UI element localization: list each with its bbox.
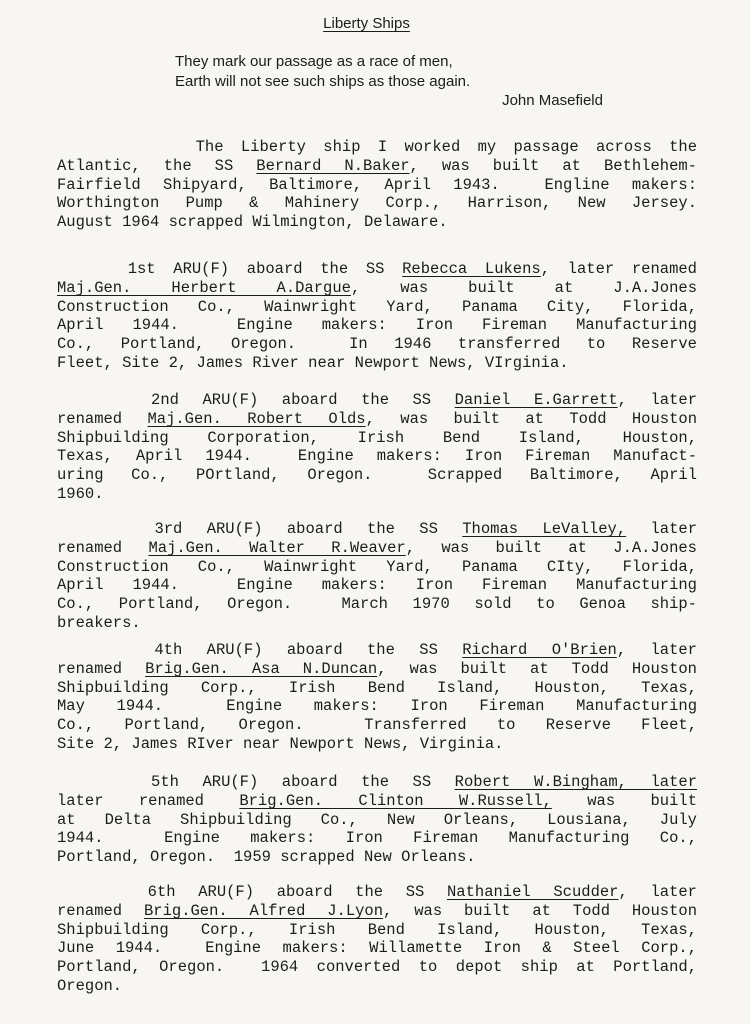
text-segment: renamed [57, 409, 148, 428]
paragraph [57, 520, 697, 633]
paragraph [57, 641, 697, 754]
epigraph-line: Earth will not see such ships as those again. [175, 72, 471, 90]
text-segment: , was built at J.A.Jones [405, 538, 697, 557]
text-segment: Co., Portland, Oregon. March 1970 sold to Genoa ship- [57, 595, 697, 614]
text-line [57, 848, 697, 867]
text-line [57, 811, 697, 830]
text-line [57, 679, 697, 698]
text-segment: The Liberty ship I worked my passage across the [195, 138, 697, 156]
text-line [57, 391, 697, 410]
text-line [57, 595, 697, 614]
ship-name: Brig.Gen. Clinton W.Russell, [239, 791, 552, 810]
text-line [57, 902, 697, 921]
text-line [57, 138, 697, 157]
text-segment: June 1944. Engine makers: Willamette Iron & Steel Corp., [57, 939, 697, 958]
text-segment: , was built at Todd Houston [377, 659, 697, 678]
text-segment: later [626, 520, 698, 538]
ship-name: Rebecca Lukens [402, 260, 541, 278]
text-segment: , later renamed [540, 260, 697, 278]
text-segment: Co., Portland, Oregon. Transferred to Reserve Fleet, [57, 716, 697, 735]
text-line [57, 576, 697, 595]
text-segment: April 1944. Engine makers: Iron Fireman Manufacturing [57, 316, 697, 335]
text-segment: , was built at J.A.Jones [350, 278, 697, 297]
text-line [57, 316, 697, 335]
epigraph-line: They mark our passage as a race of men, [175, 53, 453, 70]
text-line [57, 829, 697, 848]
text-segment: renamed [57, 901, 144, 920]
paragraph [57, 138, 697, 232]
text-line [57, 977, 697, 996]
text-segment: renamed [57, 538, 149, 557]
text-segment: 1960. [57, 484, 104, 503]
text-segment: April 1944. Engine makers: Iron Fireman Manufacturing [57, 576, 697, 595]
ship-name: Brig.Gen. Alfred J.Lyon [143, 901, 384, 920]
text-segment: , later [618, 883, 697, 901]
ship-name: Nathaniel Scudder [447, 883, 619, 901]
text-segment: Fleet, Site 2, James River near Newport News, VIrginia. [57, 353, 569, 372]
text-segment: 6th ARU(F) aboard the SS [147, 883, 447, 901]
text-line [57, 773, 697, 792]
ship-name: Robert W.Bingham, later [454, 773, 697, 791]
ship-name: Maj.Gen. Herbert A.Dargue [57, 278, 351, 297]
text-segment: 1944. Engine makers: Iron Fireman Manufacturing Co., [57, 829, 697, 848]
text-line [57, 213, 697, 232]
text-segment: renamed [57, 659, 146, 678]
text-line [57, 260, 697, 279]
text-segment: , was built at Todd Houston [383, 901, 697, 920]
text-segment: Construction Co., Wainwright Yard, Panama CIty, Florida, [57, 557, 697, 576]
text-segment: August 1964 scrapped Wilmington, Delaware. [57, 213, 448, 232]
text-line [57, 410, 697, 429]
text-segment: breakers. [57, 613, 141, 632]
text-line [57, 354, 697, 373]
text-line [57, 921, 697, 940]
indent [57, 641, 154, 659]
text-line [57, 335, 697, 354]
paragraph [57, 391, 697, 504]
text-line [57, 298, 697, 317]
ship-name: Maj.Gen. Robert Olds [147, 409, 366, 428]
text-line [57, 939, 697, 958]
text-segment: Shipbuilding Corp., Irish Bend Island, Houston, Texas, [57, 920, 697, 939]
indent [57, 260, 128, 278]
text-segment: , later [617, 391, 697, 409]
epigraph [175, 52, 615, 111]
text-line [57, 558, 697, 577]
ship-name: Richard O'Brien [462, 641, 617, 659]
text-segment: Co., Portland, Oregon. In 1946 transferred to Reserve [57, 335, 697, 354]
epigraph-author: John Masefield [502, 92, 603, 109]
ship-name: Thomas LeValley, [462, 520, 627, 538]
text-segment: 2nd ARU(F) aboard the SS [151, 391, 455, 409]
text-segment: Construction Co., Wainwright Yard, Panama City, Florida, [57, 297, 697, 316]
text-segment: , was built at Todd Houston [365, 409, 697, 428]
text-segment: May 1944. Engine makers: Iron Fireman Manufacturing [57, 697, 697, 716]
text-line [57, 641, 697, 660]
text-line [57, 792, 697, 811]
text-segment: Oregon. [57, 976, 123, 995]
text-segment: Portland, Oregon. 1964 converted to depot ship at Portland, [57, 958, 697, 977]
text-line [57, 716, 697, 735]
text-segment: 5th ARU(F) aboard the SS [151, 773, 455, 791]
ship-name: Daniel E.Garrett [454, 391, 618, 409]
text-line [57, 958, 697, 977]
text-segment: 3rd ARU(F) aboard the SS [154, 520, 463, 538]
text-segment: later renamed [57, 791, 240, 810]
text-segment: Site 2, James RIver near Newport News, Virginia. [57, 734, 504, 753]
paragraph [57, 773, 697, 867]
text-line [57, 697, 697, 716]
text-line [57, 429, 697, 448]
indent [57, 391, 151, 409]
text-segment: 4th ARU(F) aboard the SS [154, 641, 463, 659]
text-line [57, 520, 697, 539]
indent [57, 883, 148, 901]
text-line [57, 279, 697, 298]
text-segment: Worthington Pump & Mahinery Corp., Harrison, New Jersey. [57, 194, 697, 213]
text-line [57, 883, 697, 902]
text-line [57, 157, 697, 176]
text-segment: Shipbuilding Corp., Irish Bend Island, Houston, Texas, [57, 678, 697, 697]
text-line [57, 735, 697, 754]
text-segment: , was built at Bethlehem- [409, 156, 697, 175]
text-line [57, 176, 697, 195]
ship-name: Bernard N.Baker [256, 156, 410, 175]
text-segment: at Delta Shipbuilding Co., New Orleans, Lousiana, July [57, 810, 697, 829]
text-segment: Portland, Oregon. 1959 scrapped New Orleans. [57, 848, 476, 867]
text-line [57, 539, 697, 558]
paragraph [57, 260, 697, 373]
indent [57, 138, 196, 156]
text-segment: Texas, April 1944. Engine makers: Iron Fireman Manufact- [57, 447, 697, 466]
text-segment: 1st ARU(F) aboard the SS [127, 260, 403, 278]
document-title: Liberty Ships [323, 15, 410, 32]
ship-name: Maj.Gen. Walter R.Weaver [148, 538, 406, 557]
text-line [57, 447, 697, 466]
text-line [57, 194, 697, 213]
text-segment: , later [616, 641, 697, 659]
paragraph [57, 883, 697, 996]
text-line [57, 660, 697, 679]
text-line [57, 485, 697, 504]
text-line [57, 466, 697, 485]
ship-name: Brig.Gen. Asa N.Duncan [145, 659, 378, 678]
text-line [57, 614, 697, 633]
text-segment: was built [551, 791, 697, 810]
text-segment: Shipbuilding Corporation, Irish Bend Island, Houston, [57, 428, 697, 447]
indent [57, 773, 151, 791]
indent [57, 520, 154, 538]
text-segment: Fairfield Shipyard, Baltimore, April 1943. Engline makers: [57, 175, 697, 194]
text-segment: Atlantic, the SS [57, 156, 257, 175]
text-segment: uring Co., POrtland, Oregon. Scrapped Baltimore, April [57, 466, 697, 485]
